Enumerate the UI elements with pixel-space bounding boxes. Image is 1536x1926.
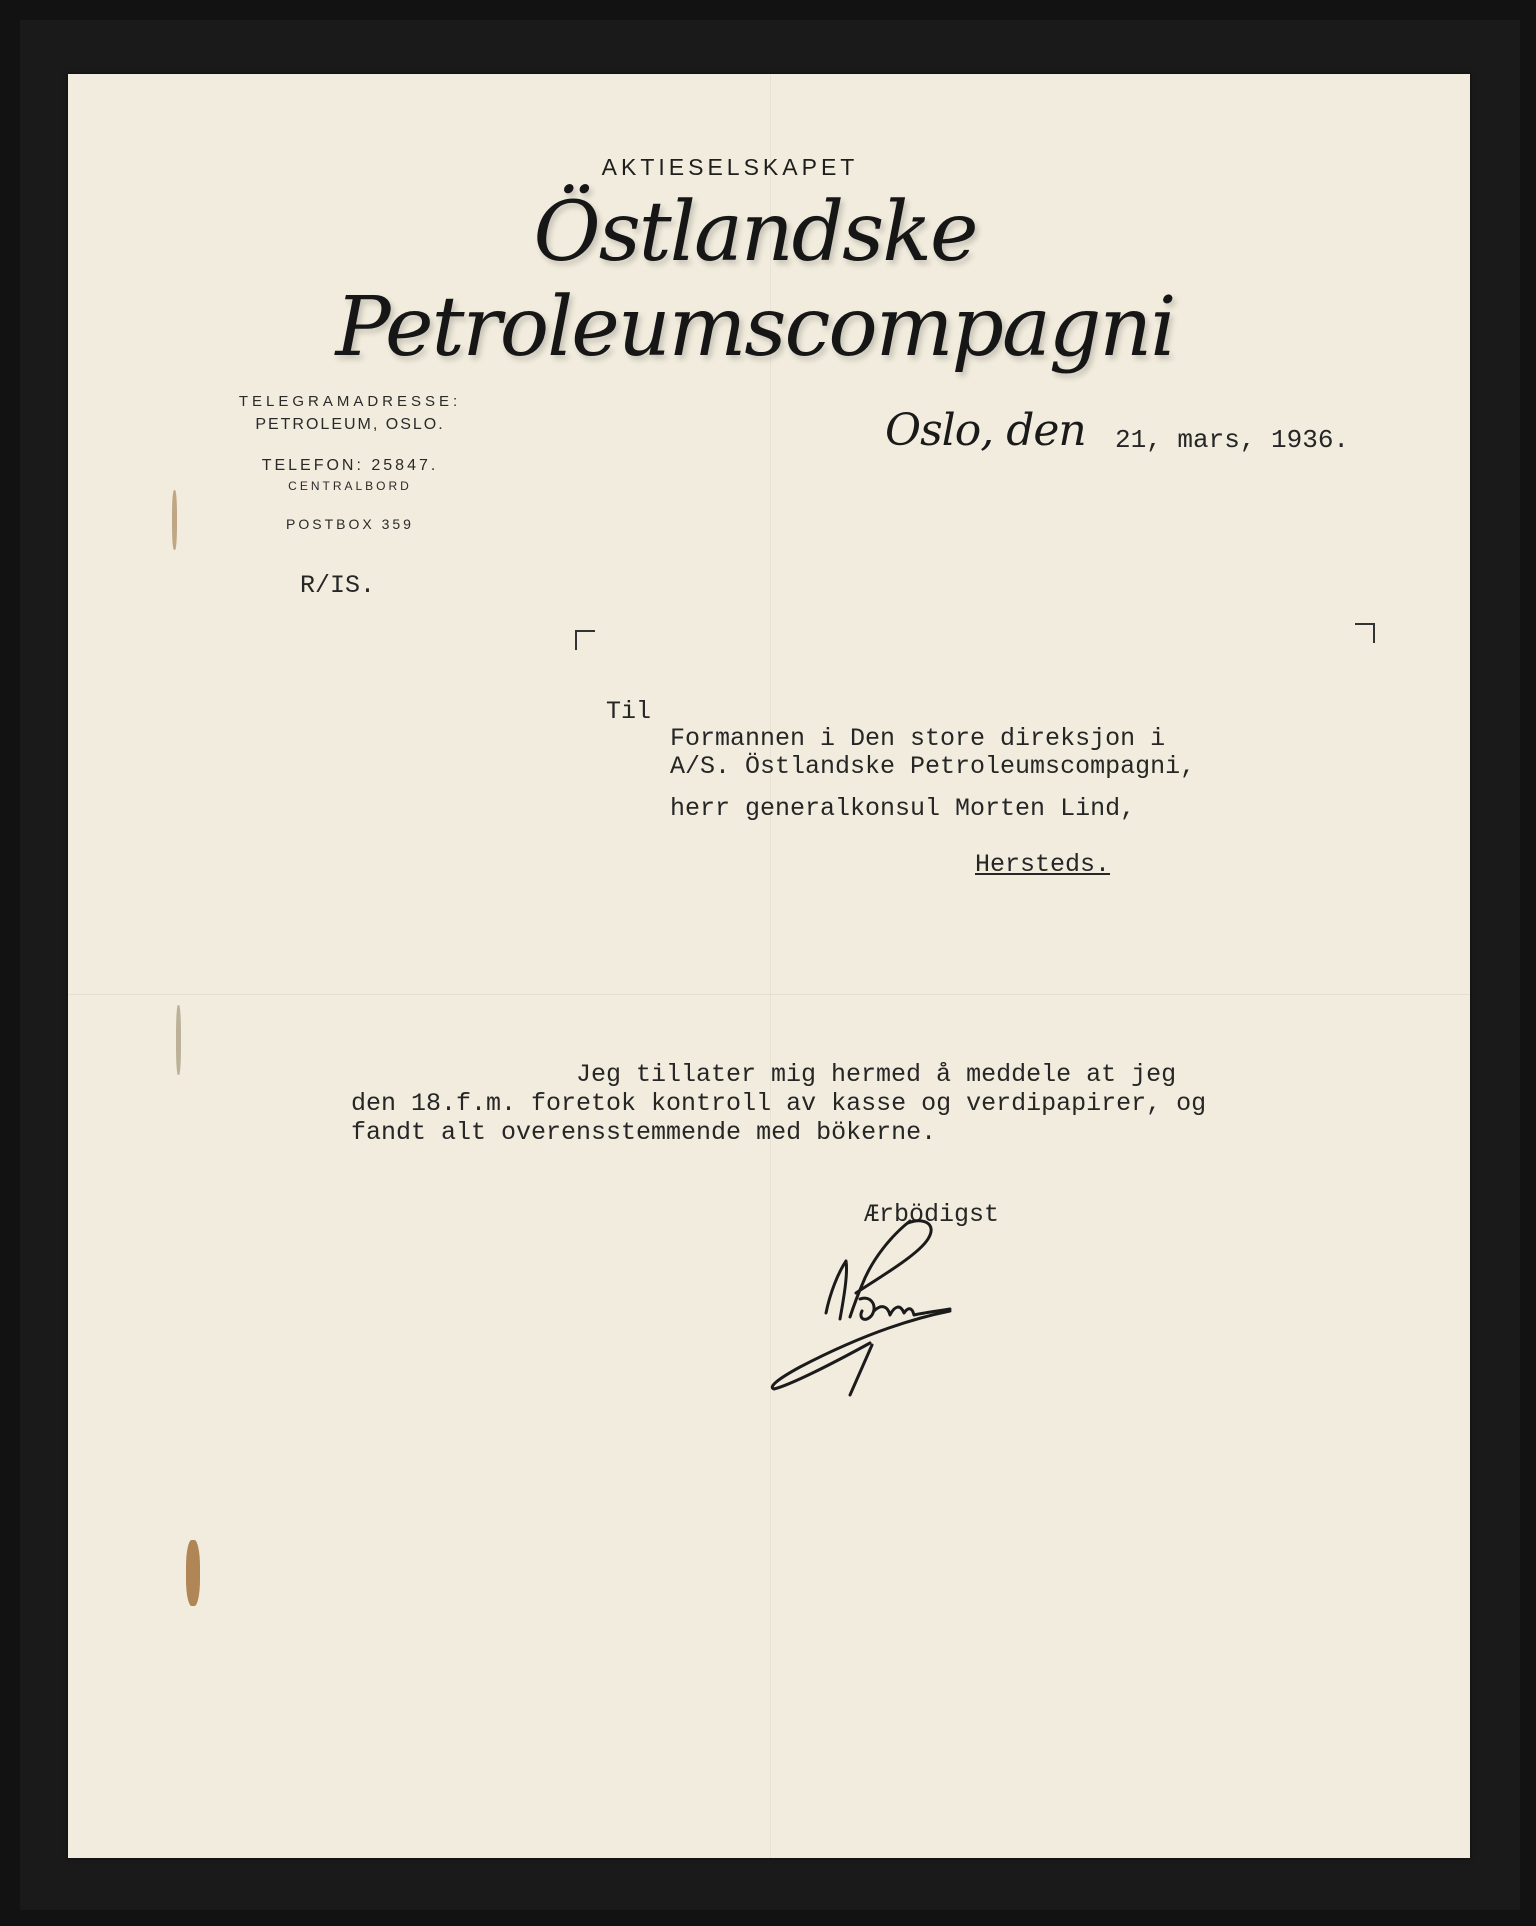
place-line: Oslo, den xyxy=(885,405,1086,456)
company-name-logo: Östlandske Petroleumscompagni xyxy=(335,185,1175,375)
rust-stain xyxy=(172,490,177,550)
body-line: fandt alt overensstemmende med bökerne. xyxy=(351,1118,937,1147)
telegram-address: PETROLEUM, OSLO. xyxy=(255,416,445,433)
letter-date: 21, mars, 1936. xyxy=(1115,425,1350,455)
recipient-location: Hersteds. xyxy=(975,850,1111,879)
postbox: POSTBOX 359 xyxy=(286,516,414,532)
rust-stain xyxy=(176,1005,181,1075)
telegram-label: TELEGRAMADRESSE: xyxy=(238,393,462,410)
address-window-corner xyxy=(1355,623,1375,643)
address-window-corner xyxy=(575,630,595,650)
recipient-line: Formannen i Den store direksjon i xyxy=(670,724,1166,753)
company-type: AKTIESELSKAPET xyxy=(601,154,859,180)
recipient-line: A/S. Östlandske Petroleumscompagni, xyxy=(670,752,1196,781)
recipient-line: herr generalkonsul Morten Lind, xyxy=(670,794,1136,823)
body-line: Jeg tillater mig hermed å meddele at jeg xyxy=(576,1060,1177,1089)
closing: Ærbödigst xyxy=(864,1200,1000,1229)
phone-number: TELEFON: 25847. xyxy=(261,457,439,474)
fold-line xyxy=(68,994,1470,995)
signature xyxy=(760,1215,1080,1425)
phone-switchboard: CENTRALBORD xyxy=(288,479,412,493)
body-line: den 18.f.m. foretok kontroll av kasse og verdipapirer, og xyxy=(351,1089,1207,1118)
reference-code: R/IS. xyxy=(300,571,376,600)
rust-stain xyxy=(186,1540,200,1606)
recipient-salutation: Til xyxy=(606,697,652,726)
